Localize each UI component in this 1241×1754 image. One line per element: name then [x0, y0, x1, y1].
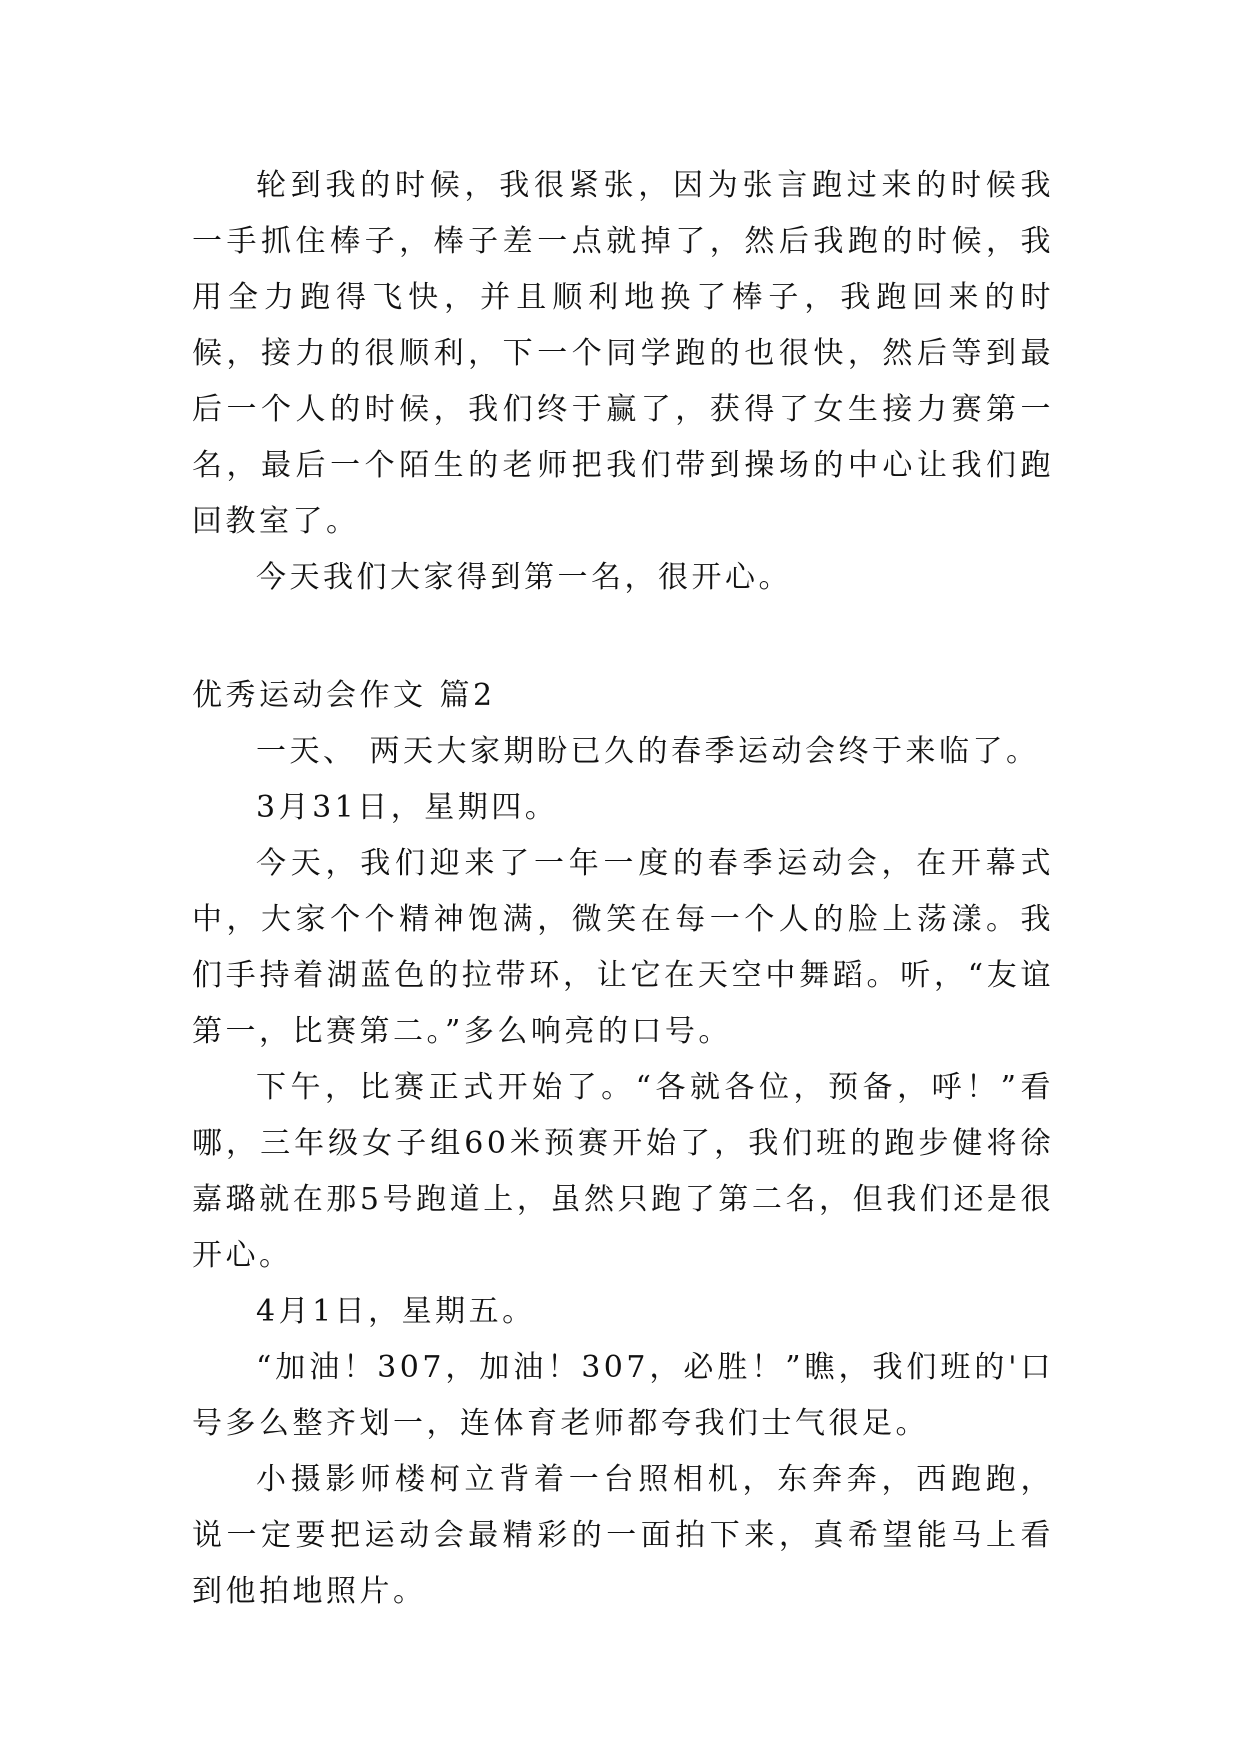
paragraph: 今天我们大家得到第一名，很开心。 [256, 560, 792, 595]
document-page [192, 158, 1054, 1620]
paragraph: 小摄影师楼柯立背着一台照相机，东奔奔，西跑跑，说一定要把运动会最精彩的一面拍下来，真希望能马上看到他拍地照片。 [192, 1462, 1054, 1609]
section-heading: 优秀运动会作文 篇2 [192, 678, 496, 713]
paragraph: 轮到我的时候，我很紧张，因为张言跑过来的时候我一手抓住棒子，棒子差一点就掉了，然后我跑的时候，我用全力跑得飞快，并且顺利地换了棒子，我跑回来的时候，接力的很顺利，下一个同学跑的也很快，然后等到最后一个人的时候，我们终于赢了，获得了女生接力赛第一名，最后一个陌生的老师把我们带到操场的中心让我们跑回教室了。 [192, 168, 1054, 539]
date-line: 4月1日，星期五。 [256, 1294, 536, 1329]
paragraph: 今天，我们迎来了一年一度的春季运动会，在开幕式中，大家个个精神饱满，微笑在每一个人的脸上荡漾。我们手持着湖蓝色的拉带环，让它在天空中舞蹈。听，“友谊第一，比赛第二。”多么响亮的口号。 [192, 846, 1054, 1049]
paragraph: 一天、 两天大家期盼已久的春季运动会终于来临了。 [256, 734, 1040, 769]
paragraph: 下午，比赛正式开始了。“各就各位，预备，呼！”看哪，三年级女子组60米预赛开始了，我们班的跑步健将徐嘉璐就在那5号跑道上，虽然只跑了第二名，但我们还是很开心。 [192, 1070, 1054, 1273]
date-line: 3月31日，星期四。 [256, 790, 559, 825]
paragraph: “加油！307，加油！307，必胜！”瞧，我们班的'口号多么整齐划一，连体育老师都夸我们士气很足。 [192, 1350, 1054, 1441]
